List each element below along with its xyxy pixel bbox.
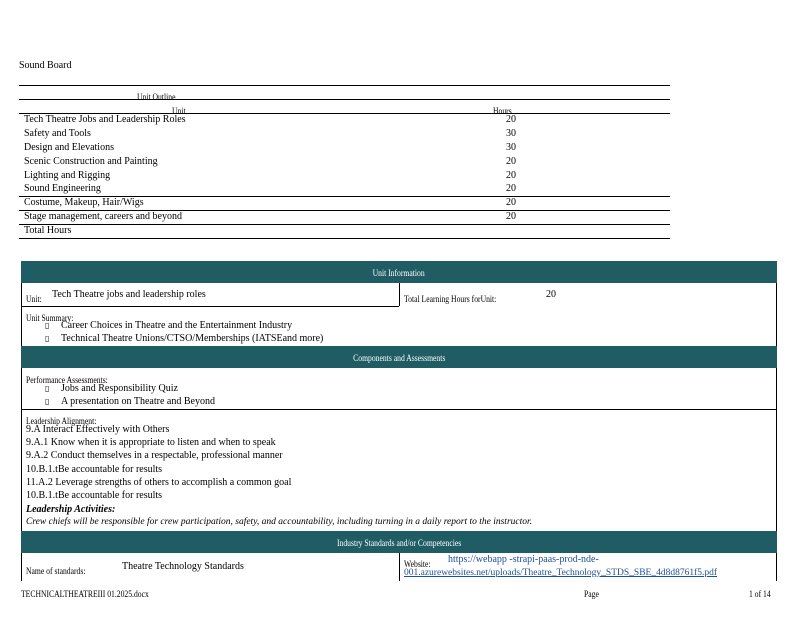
outline-row-hours: 20 [506, 183, 516, 194]
leadership-item: 9.A.1 Know when it is appropriate to listen and when to speak [26, 437, 276, 448]
leadership-item: 11.A.2 Leverage strengths of others to accomplish a common goal [26, 477, 292, 488]
unit-information-table [21, 261, 777, 581]
standards-value: Theatre Technology Standards [122, 561, 244, 572]
leadership-activities-label: Leadership Activities: [26, 504, 116, 515]
performance-item: ▯ Jobs and Responsibility Quiz [45, 383, 178, 394]
outline-row-hours: 20 [506, 197, 516, 208]
outline-col-hours: Hours [493, 106, 512, 116]
outline-row-unit: Safety and Tools [24, 128, 91, 139]
total-hours-label: Total Learning Hours forUnit: [404, 294, 497, 304]
outline-row-unit: Costume, Makeup, Hair/Wigs [24, 197, 144, 208]
outline-row-hours: 20 [506, 211, 516, 222]
leadership-item: 10.B.1.tBe accountable for results [26, 490, 163, 501]
outline-row-hours: 20 [506, 114, 516, 125]
website-label: Website: [404, 559, 431, 569]
summary-item: ▯ Technical Theatre Unions/CTSO/Memberships (IATSEand more) [45, 333, 324, 344]
outline-row-unit: Design and Elevations [24, 142, 114, 153]
outline-row-unit: Lighting and Rigging [24, 170, 111, 181]
leadership-activities-text: Crew chiefs will be responsible for crew participation, safety, and accountability, including turning in a daily report to the instructor. [26, 517, 533, 527]
bullet-icon: ▯ [45, 397, 50, 406]
unit-value: Tech Theatre jobs and leadership roles [52, 289, 206, 300]
bullet-icon: ▯ [45, 384, 50, 393]
outline-total-label: Total Hours [24, 225, 72, 236]
outline-row-hours: 30 [506, 142, 516, 153]
bullet-icon: ▯ [45, 334, 50, 343]
unit-label: Unit: [26, 294, 42, 304]
performance-label: Performance Assessments: [26, 375, 108, 385]
footer-filename: TECHNICALTHEATREIII 01.2025.docx [21, 589, 149, 599]
outline-col-unit: Unit [172, 106, 186, 116]
unit-summary-label: Unit Summary: [26, 313, 74, 323]
summary-item: ▯ Career Choices in Theatre and the Entertainment Industry [45, 320, 293, 331]
performance-item: ▯ A presentation on Theatre and Beyond [45, 396, 215, 407]
outline-row-unit: Tech Theatre Jobs and Leadership Roles [24, 114, 186, 125]
document-title: Sound Board [19, 60, 72, 71]
footer-page-number: 1 of 14 [749, 589, 771, 599]
total-hours-value: 20 [546, 289, 556, 300]
outline-row-hours: 20 [506, 170, 516, 181]
outline-row-unit: Scenic Construction and Painting [24, 156, 158, 167]
components-band: Components and Assessments [21, 346, 777, 368]
standards-label: Name of standards: [26, 566, 86, 576]
leadership-item: 10.B.1.tBe accountable for results [26, 464, 163, 475]
leadership-item: 9.A Interact Effectively with Others [26, 424, 170, 435]
outline-row-unit: Stage management, careers and beyond [24, 211, 182, 222]
outline-heading: Unit Outline [137, 92, 176, 102]
industry-standards-band: Industry Standards and/or Competencies [21, 531, 777, 553]
website-link-line2[interactable]: 001.azurewebsites.net/uploads/Theatre_Technology_STDS_SBE_4d8d8761f5.pdf [404, 568, 718, 578]
footer-page-label: Page [584, 589, 599, 599]
website-link-line1[interactable]: https://webapp -strapi-paas-prod-nde- [448, 554, 599, 565]
leadership-item: 9.A.2 Conduct themselves in a respectable, professional manner [26, 450, 283, 461]
outline-row-hours: 30 [506, 128, 516, 139]
leadership-label: Leadership Alignment: [26, 416, 97, 426]
outline-row-unit: Sound Engineering [24, 183, 101, 194]
bullet-icon: ▯ [45, 321, 50, 330]
unit-information-band: Unit Information [21, 261, 777, 283]
outline-row-hours: 20 [506, 156, 516, 167]
